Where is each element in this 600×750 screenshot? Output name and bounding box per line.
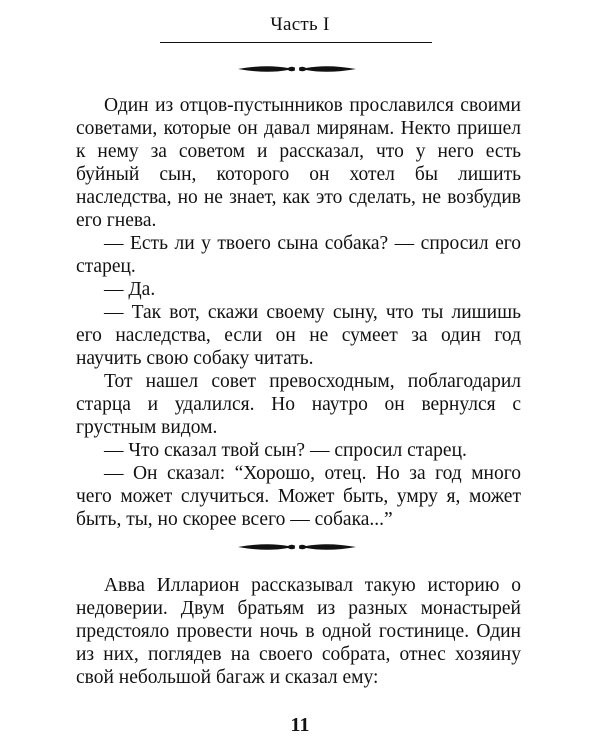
section-divider-ornament bbox=[236, 62, 358, 76]
paragraph: — Да. bbox=[104, 279, 156, 300]
paragraph: Авва Илларион рассказывал такую историю о недоверии. Двум братьям из разных монастырей предстояло провести ночь в одной гостинице. Один из них, поглядев на своего собрата, отнес хозяину свой небольшой багаж и сказал ему: bbox=[76, 575, 521, 688]
paragraph: — Что сказал твой сын? — спросил старец. bbox=[104, 440, 467, 461]
paragraph: — Так вот, скажи своему сыну, что ты лишишь его наследства, если он не сумеет за один год научить свою собаку читать. bbox=[76, 302, 521, 369]
header-rule bbox=[160, 42, 432, 43]
paragraph: — Есть ли у твоего сына собака? — спросил его старец. bbox=[76, 233, 521, 277]
story-abba-hilarion bbox=[76, 574, 521, 689]
story-fathers-advice bbox=[76, 94, 521, 531]
section-divider-ornament bbox=[236, 540, 358, 554]
paragraph: Один из отцов-пустынников прославился своими советами, которые он давал мирянам. Некто пришел к нему за советом и рассказал, что у него есть буйный сын, которого он хотел бы лишить наследства, но не знает, как это сделать, не возбудив его гнева. bbox=[76, 95, 521, 231]
paragraph: — Он сказал: “Хорошо, отец. Но за год много чего может случиться. Может быть, умру я, может быть, ты, но скорее всего — собака...” bbox=[76, 463, 521, 530]
page-number: 11 bbox=[290, 714, 310, 736]
running-header: Часть I bbox=[270, 14, 330, 35]
paragraph: Тот нашел совет превосходным, поблагодарил старца и удалился. Но наутро он вернулся с грустным видом. bbox=[76, 371, 521, 438]
